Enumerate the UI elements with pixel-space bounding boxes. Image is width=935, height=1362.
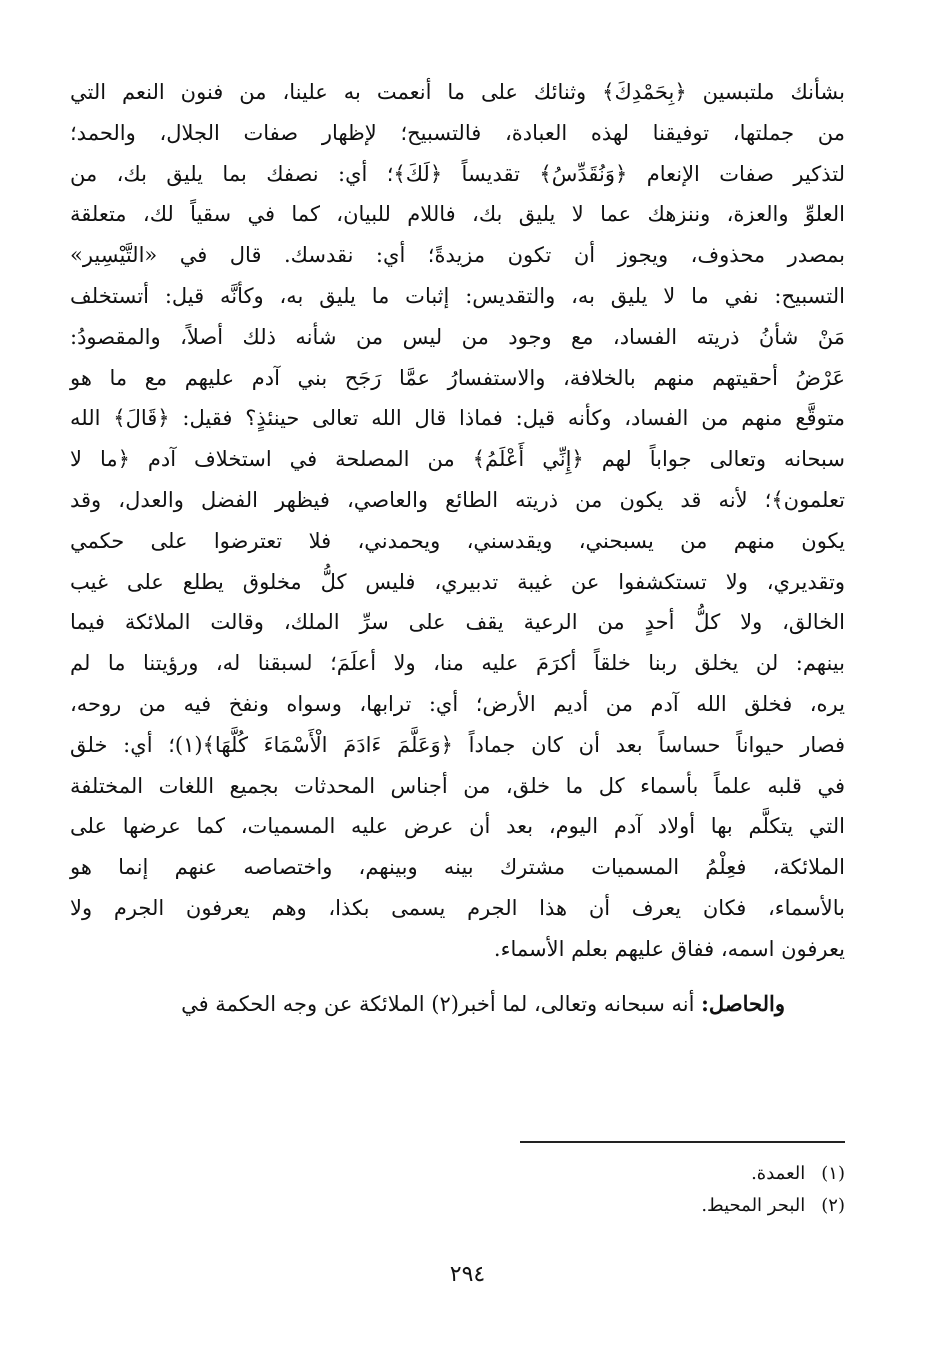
text-line: الخالق، ولا كلُّ أحدٍ من الرعية يقف على سرِّ الملك، وقالت الملائكة فيما	[70, 610, 845, 635]
footnote-text: البحر المحيط.	[701, 1195, 806, 1216]
footnote-item	[345, 1158, 845, 1190]
text-line: وتقديري، ولا تستكشفوا عن غيبة تدبيري، فليس كلُّ مخلوق يطلع على غيب	[70, 569, 845, 594]
footnote-number: (٢)	[821, 1195, 845, 1216]
text-line: سبحانه وتعالى جواباً لهم ﴿إِنِّي أَعْلَمُ﴾ من المصلحة في استخلاف آدم ﴿ما لا	[70, 447, 845, 472]
footnote-item	[345, 1190, 845, 1222]
page-body	[70, 72, 845, 1024]
summary-text: أنه سبحانه وتعالى، لما أخبر(٢) الملائكة عن وجه الحكمة في	[181, 991, 695, 1016]
text-line: متوقَّع منهم من الفساد، وكأنه قيل: فماذا قال الله تعالى حينئذٍ؟ فقيل: ﴿قَالَ﴾ الله	[70, 406, 845, 431]
text-line: الملائكة، فعِلْمُ المسميات مشترك بينه وبينهم، واختصاصه عنهم إنما هو	[70, 855, 845, 880]
text-line: تعلمون﴾؛ لأنه قد يكون من ذريته الطائع والعاصي، فيظهر الفضل والعدل، وقد	[70, 487, 845, 512]
text-line: العلوِّ والعزة، وننزهك عما لا يليق بك، فاللام للبيان، كما في سقياً لك، متعلقة	[70, 202, 845, 227]
text-line: لتذكير صفات الإنعام ﴿وَنُقَدِّسُ﴾ تقديساً ﴿لَكَ﴾؛ أي: نصفك بما يليق بك، من	[70, 161, 845, 186]
footnotes	[345, 1158, 845, 1222]
footnote-text: العمدة.	[751, 1163, 806, 1184]
text-line: بالأسماء، فكان يعرف أن هذا الجرم يسمى بكذا، وهم يعرفون الجرم ولا	[70, 895, 845, 920]
text-line: بينهم: لن يخلق ربنا خلقاً أكرَمَ عليه منا، ولا أعلَمَ؛ لسبقنا له، ورؤيتنا ما لم	[70, 651, 845, 676]
footnote-number: (١)	[821, 1163, 845, 1184]
text-line: يره، فخلق الله آدم من أديم الأرض؛ أي: ترابها، وسواه ونفخ فيه من روحه،	[70, 691, 845, 716]
text-line: يعرفون اسمه، ففاق عليهم بعلم الأسماء.	[493, 936, 845, 961]
main-paragraph	[70, 72, 845, 970]
summary-paragraph	[70, 984, 845, 1025]
summary-lead: والحاصل:	[701, 990, 785, 1016]
text-line: من جملتها، توفيقنا لهذه العبادة، فالتسبيح؛ لإظهار صفات الجلال، والحمد؛	[70, 120, 845, 145]
text-line: عَرْضُ أحقيتهم منهم بالخلافة، والاستفسارُ عمَّا رَجَح بني آدم عليهم مع ما هو	[70, 365, 845, 390]
text-line: التسبيح: نفي ما لا يليق به، والتقديس: إثبات ما يليق به، وكأنَّه قيل: أتستخلف	[70, 283, 845, 308]
text-line: فصار حيواناً حساساً بعد أن كان جماداً ﴿وَعَلَّمَ ءَادَمَ الْأَسْمَاءَ كُلَّهَا﴾(١)؛ أي: خلق	[70, 732, 845, 757]
text-line: مَنْ شأنُ ذريته الفساد، مع وجود من ليس من شأنه ذلك أصلاً، والمقصودُ:	[70, 324, 845, 349]
text-line: بشأنك ملتبسين ﴿بِحَمْدِكَ﴾ وثنائك على ما أنعمت به علينا، من فنون النعم التي	[70, 80, 845, 104]
text-line: بمصدر محذوف، ويجوز أن تكون مزيدةً؛ أي: نقدسك. قال في «التَّيْسِير»	[70, 243, 845, 268]
footnote-divider	[520, 1141, 845, 1143]
text-line: يكون منهم من يسبحني، ويقدسني، ويحمدني، فلا تعترضوا على حكمي	[70, 528, 845, 553]
page-number: ٢٩٤	[449, 1262, 486, 1287]
text-line: في قلبه علماً بأسماء كل ما خلق، من أجناس المحدثات بجميع اللغات المختلفة	[70, 773, 845, 798]
text-line: التي يتكلَّم بها أولاد آدم اليوم، بعد أن عرض عليه المسميات، كما عرضها على	[70, 814, 845, 839]
